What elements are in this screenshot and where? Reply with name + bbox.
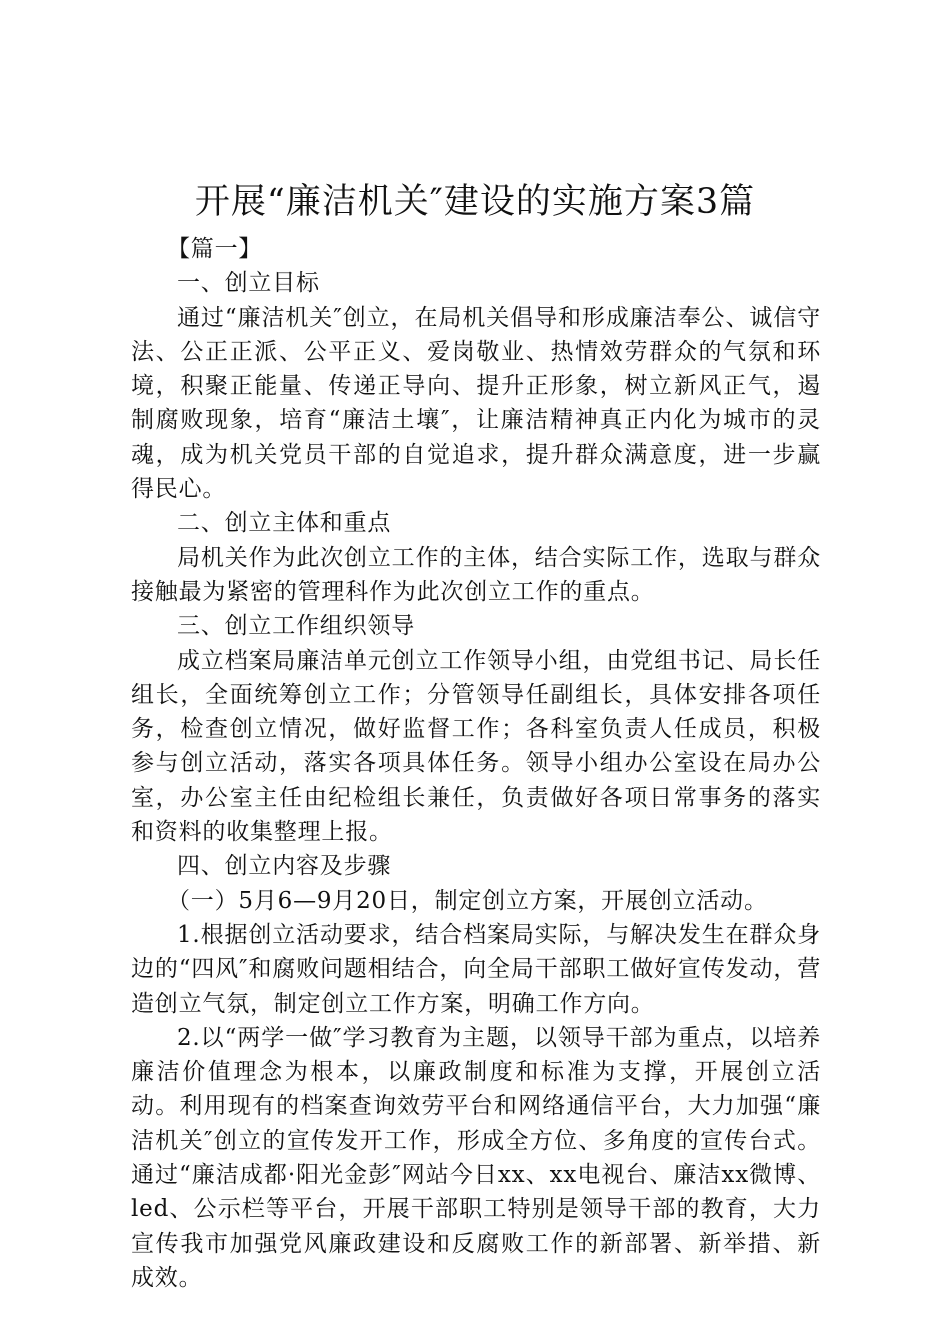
document-body [131,232,821,1295]
heading-content-steps: 四、创立内容及步骤 [177,853,392,880]
paragraph-step-two: 2.以“两学一做″学习教育为主题，以领导干部为重点，以培养廉洁价值理念为根本，以廉政制度和标准为支撑，开展创立活动。利用现有的档案查询效劳平台和网络通信平台，大力加强“廉洁机关″创立的宣传发开工作，形成全方位、多角度的宣传台式。通过“廉洁成都·阳光金彭″网站今日xx、xx电视台、廉洁xx微博、led、公示栏等平台，开展干部职工特别是领导干部的教育，大力宣传我市加强党风廉政建设和反腐败工作的新部署、新举措、新成效。 [131,1024,821,1291]
subheading-phase-one: （一）5月6—9月20日，制定创立方案，开展创立活动。 [167,887,768,914]
heading-leadership: 三、创立工作组织领导 [177,613,415,640]
paragraph-subject-focus: 局机关作为此次创立工作的主体，结合实际工作，选取与群众接触最为紧密的管理科作为此次创立工作的重点。 [131,544,821,605]
paragraph-step-one: 1.根据创立活动要求，结合档案局实际，与解决发生在群众身边的“四风″和腐败问题相结合，向全局干部职工做好宣传发动，营造创立气氛，制定创立工作方案，明确工作方向。 [131,921,821,1017]
section-label: 【篇一】 [167,236,263,262]
heading-goals: 一、创立目标 [177,270,320,297]
heading-subject-focus: 二、创立主体和重点 [177,510,392,537]
document-title: 开展“廉洁机关″建设的实施方案3篇 [194,182,756,222]
paragraph-goals: 通过“廉洁机关″创立，在局机关倡导和形成廉洁奉公、诚信守法、公正正派、公平正义、爱岗敬业、热情效劳群众的气氛和环境，积聚正能量、传递正导向、提升正形象，树立新风正气，遏制腐败现象，培育“廉洁土壤″，让廉洁精神真正内化为城市的灵魂，成为机关党员干部的自觉追求，提升群众满意度，进一步赢得民心。 [131,304,821,503]
paragraph-leadership: 成立档案局廉洁单元创立工作领导小组，由党组书记、局长任组长，全面统筹创立工作；分管领导任副组长，具体安排各项任务，检查创立情况，做好监督工作；各科室负责人任成员，积极参与创立活动，落实各项具体任务。领导小组办公室设在局办公室，办公室主任由纪检组长兼任，负责做好各项日常事务的落实和资料的收集整理上报。 [131,647,821,846]
